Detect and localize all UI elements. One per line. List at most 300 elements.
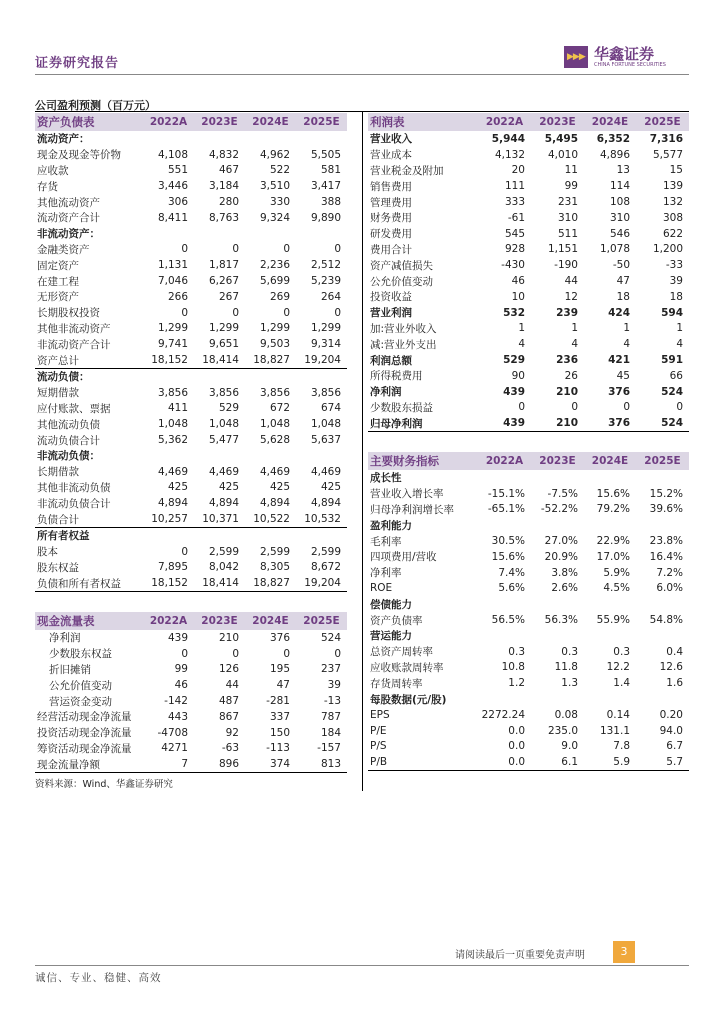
value-cell: 15.6% — [596, 487, 630, 500]
value-cell: 524 — [320, 631, 341, 644]
value-cell: 3,856 — [208, 386, 239, 399]
value-cell: 867 — [218, 710, 239, 723]
value-cell — [584, 517, 636, 533]
table-row — [35, 131, 347, 147]
value-cell: 7.2% — [656, 566, 683, 579]
table-row — [35, 544, 347, 560]
table-row — [35, 416, 347, 432]
table-row — [368, 565, 689, 581]
value-cell: -33 — [665, 259, 683, 272]
value-cell — [636, 628, 689, 644]
value-cell: 0 — [518, 401, 525, 414]
year-header: 2024E — [245, 612, 296, 630]
value-cell: 3,510 — [259, 180, 290, 193]
value-cell: 20.9% — [544, 550, 578, 563]
row-label: 营运资金变动 — [49, 695, 112, 708]
value-cell: 47 — [276, 679, 290, 692]
value-cell: 0 — [334, 647, 341, 660]
value-cell: 0.4 — [666, 645, 683, 658]
value-cell: 30.5% — [491, 535, 525, 548]
value-cell: 6.0% — [656, 582, 683, 595]
row-label: 其他流动负债 — [37, 418, 100, 431]
table-row — [35, 321, 347, 337]
value-cell: 195 — [269, 663, 290, 676]
value-cell — [194, 448, 245, 464]
value-cell: 8,305 — [259, 561, 290, 574]
value-cell: 23.8% — [649, 535, 683, 548]
table-row — [35, 352, 347, 368]
year-header: 2022A — [478, 452, 531, 470]
value-cell — [143, 226, 194, 242]
year-header: 2024E — [584, 452, 636, 470]
value-cell: 5,505 — [310, 148, 341, 161]
value-cell — [194, 368, 245, 384]
value-cell: 5,628 — [259, 434, 290, 447]
value-cell: 4 — [676, 338, 683, 351]
value-cell: 4,832 — [208, 148, 239, 161]
value-cell: 264 — [320, 290, 341, 303]
value-cell: 591 — [661, 354, 683, 367]
table-row — [368, 384, 689, 400]
value-cell: 3,184 — [208, 180, 239, 193]
value-cell: 8,042 — [208, 561, 239, 574]
value-cell: 99 — [564, 180, 578, 193]
row-label: 四项费用/营收 — [370, 551, 437, 564]
row-label: 净利率 — [370, 567, 402, 580]
value-cell: 9,324 — [259, 211, 290, 224]
row-label: P/S — [370, 740, 387, 753]
value-cell: 6,352 — [596, 132, 630, 145]
value-cell: 425 — [218, 481, 239, 494]
table-row — [35, 178, 347, 194]
table-row — [35, 147, 347, 163]
value-cell: 439 — [478, 415, 531, 431]
table-row — [35, 560, 347, 576]
value-cell: 9,890 — [310, 211, 341, 224]
row-label: 所得税费用 — [370, 370, 423, 383]
value-cell: 7 — [143, 756, 194, 772]
value-cell: 10 — [511, 290, 525, 303]
value-cell: 18,414 — [202, 354, 239, 367]
value-cell: 126 — [218, 663, 239, 676]
balance-sheet-table — [35, 113, 347, 592]
value-cell: 522 — [269, 164, 290, 177]
value-cell: 0 — [181, 243, 188, 256]
value-cell: -50 — [612, 259, 630, 272]
value-cell: 4 — [571, 338, 578, 351]
column-divider — [362, 111, 363, 791]
row-label: 营业成本 — [370, 149, 412, 162]
value-cell: 8,411 — [157, 211, 188, 224]
value-cell: 0 — [283, 647, 290, 660]
value-cell: -430 — [501, 259, 525, 272]
value-cell: 4,894 — [208, 497, 239, 510]
value-cell: 5,577 — [652, 148, 683, 161]
value-cell — [245, 131, 296, 147]
row-label: 流动资产： — [37, 133, 90, 146]
value-cell — [478, 517, 531, 533]
row-label: 净利润 — [370, 386, 402, 399]
value-cell: 524 — [636, 415, 689, 431]
value-cell: 551 — [167, 164, 188, 177]
row-label: 流动资产合计 — [37, 212, 100, 225]
value-cell — [143, 527, 194, 543]
row-label: 营业税金及附加 — [370, 164, 444, 177]
value-cell: 4,962 — [259, 148, 290, 161]
value-cell: -15.1% — [487, 487, 525, 500]
value-cell — [531, 628, 584, 644]
table-row — [35, 257, 347, 273]
table-row — [368, 305, 689, 321]
table-title: 利润表 — [368, 113, 478, 131]
table-header-row — [368, 452, 689, 470]
table-row — [35, 368, 347, 384]
table-row — [35, 646, 347, 662]
value-cell: 4,896 — [599, 148, 630, 161]
table-row — [35, 527, 347, 543]
row-label: 净利润 — [49, 632, 81, 645]
value-cell: 184 — [320, 726, 341, 739]
table-header-row — [35, 113, 347, 131]
value-cell: 16.4% — [649, 550, 683, 563]
value-cell — [636, 470, 689, 486]
table-row — [368, 754, 689, 770]
year-header: 2023E — [194, 612, 245, 630]
table-row — [35, 210, 347, 226]
table-row — [368, 628, 689, 644]
value-cell: 114 — [609, 180, 630, 193]
value-cell: 0.0 — [478, 754, 531, 770]
row-label: 股东权益 — [37, 561, 79, 574]
header-divider — [35, 74, 689, 75]
value-cell: 1,299 — [157, 322, 188, 335]
value-cell: 2,599 — [310, 545, 341, 558]
value-cell: 0.14 — [606, 708, 630, 721]
value-cell: 6.7 — [666, 740, 683, 753]
value-cell: 529 — [503, 354, 525, 367]
value-cell: 210 — [218, 631, 239, 644]
value-cell: 9,314 — [310, 338, 341, 351]
cash-flow-table — [35, 612, 347, 773]
value-cell: 12.2 — [606, 661, 630, 674]
table-row — [35, 226, 347, 242]
table-row — [368, 675, 689, 691]
row-label: 盈利能力 — [370, 519, 412, 532]
value-cell: 10,257 — [151, 513, 188, 526]
table-row — [35, 289, 347, 305]
value-cell: 5.7 — [636, 754, 689, 770]
table-row — [368, 707, 689, 723]
value-cell: 5.6% — [498, 582, 525, 595]
row-label: P/B — [368, 754, 478, 770]
section-title: 公司盈利预测（百万元） — [35, 99, 156, 112]
data-source-note: 资料来源：Wind、华鑫证券研究 — [35, 779, 173, 790]
table-row — [35, 336, 347, 352]
value-cell: 0 — [623, 401, 630, 414]
table-row — [35, 273, 347, 289]
value-cell: -65.1% — [487, 503, 525, 516]
value-cell: 26 — [564, 369, 578, 382]
value-cell: 6.1 — [531, 754, 584, 770]
value-cell: 1,048 — [259, 418, 290, 431]
value-cell: 376 — [269, 631, 290, 644]
value-cell: 4,894 — [259, 497, 290, 510]
row-label: P/E — [370, 724, 387, 737]
value-cell: 306 — [167, 196, 188, 209]
value-cell — [296, 448, 347, 464]
value-cell: 581 — [320, 164, 341, 177]
row-label: 金融类资产 — [37, 243, 90, 256]
table-row — [35, 305, 347, 321]
value-cell: 439 — [167, 631, 188, 644]
row-label: 股本 — [37, 546, 58, 559]
value-cell: 18,152 — [143, 575, 194, 591]
value-cell: 374 — [245, 756, 296, 772]
row-label: 应收款 — [37, 164, 69, 177]
table-row — [368, 194, 689, 210]
value-cell: 487 — [218, 695, 239, 708]
value-cell: -281 — [266, 695, 290, 708]
value-cell: 12 — [564, 290, 578, 303]
table-row — [368, 502, 689, 518]
value-cell: 44 — [564, 275, 578, 288]
table-row — [368, 739, 689, 755]
value-cell: 7.4% — [498, 566, 525, 579]
value-cell: 55.9% — [596, 614, 630, 627]
year-header: 2025E — [636, 113, 689, 131]
value-cell: 0 — [181, 545, 188, 558]
table-row — [35, 163, 347, 179]
value-cell: 2,512 — [310, 259, 341, 272]
table-row — [35, 495, 347, 511]
value-cell — [296, 527, 347, 543]
value-cell: 0 — [334, 243, 341, 256]
value-cell: 210 — [531, 415, 584, 431]
table-row — [35, 575, 347, 591]
value-cell: 439 — [503, 385, 525, 398]
value-cell — [636, 517, 689, 533]
row-label: 负债合计 — [37, 513, 79, 526]
value-cell: 0 — [232, 243, 239, 256]
value-cell: 1,131 — [157, 259, 188, 272]
value-cell: 1 — [676, 322, 683, 335]
value-cell — [478, 596, 531, 612]
value-cell: 9,651 — [208, 338, 239, 351]
value-cell: 672 — [269, 402, 290, 415]
value-cell: 5,637 — [310, 434, 341, 447]
value-cell: 4,469 — [208, 465, 239, 478]
value-cell: 46 — [174, 679, 188, 692]
value-cell: 1,151 — [547, 243, 578, 256]
value-cell: 425 — [167, 481, 188, 494]
value-cell: 0.0 — [508, 724, 525, 737]
value-cell: 11.8 — [554, 661, 578, 674]
year-header: 2025E — [296, 612, 347, 630]
table-row — [368, 660, 689, 676]
value-cell — [194, 131, 245, 147]
year-header: 2023E — [194, 113, 245, 131]
table-row — [35, 725, 347, 741]
row-label: 毛利率 — [370, 535, 402, 548]
row-label: 少数股东权益 — [49, 648, 112, 661]
year-header: 2022A — [143, 113, 194, 131]
year-header: 2023E — [531, 113, 584, 131]
row-label: 现金及现金等价物 — [37, 149, 121, 162]
value-cell — [478, 691, 531, 707]
value-cell: 1,200 — [652, 243, 683, 256]
value-cell: 787 — [320, 710, 341, 723]
table-row — [35, 662, 347, 678]
value-cell: 532 — [503, 306, 525, 319]
value-cell: 54.8% — [649, 614, 683, 627]
value-cell — [143, 368, 194, 384]
row-label: 非流动负债： — [37, 450, 100, 463]
value-cell: 94.0 — [659, 724, 683, 737]
table-row — [368, 486, 689, 502]
value-cell: 3,856 — [259, 386, 290, 399]
value-cell: 4,108 — [157, 148, 188, 161]
value-cell: 5.9 — [584, 754, 636, 770]
value-cell: 9,741 — [157, 338, 188, 351]
row-label: 存货 — [37, 180, 58, 193]
footer-divider — [35, 965, 689, 966]
value-cell: -7.5% — [547, 487, 578, 500]
value-cell: 337 — [269, 710, 290, 723]
value-cell: -13 — [323, 695, 341, 708]
value-cell: -190 — [554, 259, 578, 272]
value-cell: 4,469 — [259, 465, 290, 478]
value-cell: 333 — [504, 196, 525, 209]
value-cell — [245, 226, 296, 242]
table-row — [35, 401, 347, 417]
value-cell: 13 — [616, 164, 630, 177]
row-label: 非流动负债合计 — [37, 497, 111, 510]
table-row — [35, 677, 347, 693]
value-cell: 5,944 — [491, 132, 525, 145]
table-row — [368, 400, 689, 416]
table-row — [368, 470, 689, 486]
table-row — [35, 432, 347, 448]
value-cell: 150 — [269, 726, 290, 739]
value-cell: 0 — [571, 401, 578, 414]
row-label: 资产负债率 — [370, 614, 423, 627]
value-cell: 674 — [320, 402, 341, 415]
row-label: 流动负债： — [35, 368, 143, 384]
row-label: 应付账款、票据 — [37, 402, 111, 415]
year-header: 2025E — [296, 113, 347, 131]
disclaimer-note[interactable]: 请阅读最后一页重要免责声明 — [455, 950, 585, 961]
value-cell: 10,522 — [253, 513, 290, 526]
value-cell: 546 — [609, 227, 630, 240]
table-row — [35, 709, 347, 725]
row-label: 利润总额 — [370, 354, 412, 367]
value-cell: 1,299 — [208, 322, 239, 335]
value-cell: -4708 — [157, 726, 188, 739]
value-cell: 231 — [557, 196, 578, 209]
value-cell: 310 — [557, 211, 578, 224]
table-row — [35, 464, 347, 480]
table-row — [35, 448, 347, 464]
value-cell: 39 — [327, 679, 341, 692]
year-header: 2024E — [245, 113, 296, 131]
table-row — [368, 549, 689, 565]
value-cell: -52.2% — [540, 503, 578, 516]
row-label: 固定资产 — [37, 259, 79, 272]
table-row — [35, 480, 347, 496]
value-cell: 17.0% — [596, 550, 630, 563]
row-label: 在建工程 — [37, 275, 79, 288]
value-cell: 108 — [609, 196, 630, 209]
row-label: 偿债能力 — [370, 598, 412, 611]
value-cell: 7,316 — [649, 132, 683, 145]
value-cell: 524 — [661, 385, 683, 398]
table-row — [368, 131, 689, 147]
value-cell: 3.8% — [551, 566, 578, 579]
value-cell: 0.3 — [613, 645, 630, 658]
row-label: 总资产周转率 — [370, 646, 433, 659]
value-cell: 5.9% — [603, 566, 630, 579]
value-cell: 45 — [616, 369, 630, 382]
row-label: 应收账款周转率 — [370, 661, 444, 674]
table-row — [368, 210, 689, 226]
value-cell: 425 — [269, 481, 290, 494]
value-cell: 239 — [556, 306, 578, 319]
value-cell: 92 — [225, 726, 239, 739]
value-cell: 1.6 — [666, 677, 683, 690]
value-cell: 1.3 — [561, 677, 578, 690]
value-cell: 376 — [608, 385, 630, 398]
value-cell — [296, 368, 347, 384]
value-cell: 12.6 — [659, 661, 683, 674]
row-label: 公允价值变动 — [49, 679, 112, 692]
value-cell: 99 — [174, 663, 188, 676]
value-cell: 813 — [296, 756, 347, 772]
table-header-row — [35, 612, 347, 630]
year-header: 2024E — [584, 113, 636, 131]
value-cell: 3,446 — [157, 180, 188, 193]
value-cell: 131.1 — [599, 724, 630, 737]
value-cell: 236 — [556, 354, 578, 367]
row-label: 资产总计 — [37, 354, 79, 367]
value-cell — [531, 517, 584, 533]
value-cell: 18,827 — [245, 575, 296, 591]
row-label: 公允价值变动 — [370, 275, 433, 288]
row-label: 营业收入增长率 — [370, 488, 444, 501]
table-row — [368, 321, 689, 337]
row-label: 长期股权投资 — [37, 307, 100, 320]
value-cell: 0.3 — [561, 645, 578, 658]
value-cell: 443 — [167, 710, 188, 723]
table-row — [35, 630, 347, 646]
value-cell: 1 — [623, 322, 630, 335]
row-label: 长期借款 — [37, 466, 79, 479]
value-cell: 0 — [283, 243, 290, 256]
value-cell: 0 — [181, 647, 188, 660]
year-header: 2023E — [531, 452, 584, 470]
value-cell — [245, 448, 296, 464]
value-cell: 18,152 — [151, 354, 188, 367]
value-cell — [636, 596, 689, 612]
value-cell — [531, 691, 584, 707]
value-cell: 79.2% — [596, 503, 630, 516]
value-cell: 424 — [608, 306, 630, 319]
table-row — [368, 257, 689, 273]
row-label: 归母净利润增长率 — [370, 503, 454, 516]
value-cell: 266 — [167, 290, 188, 303]
row-label: 投资收益 — [370, 291, 412, 304]
value-cell: 4,894 — [310, 497, 341, 510]
logo-icon: ▶▶▶ — [564, 46, 588, 68]
